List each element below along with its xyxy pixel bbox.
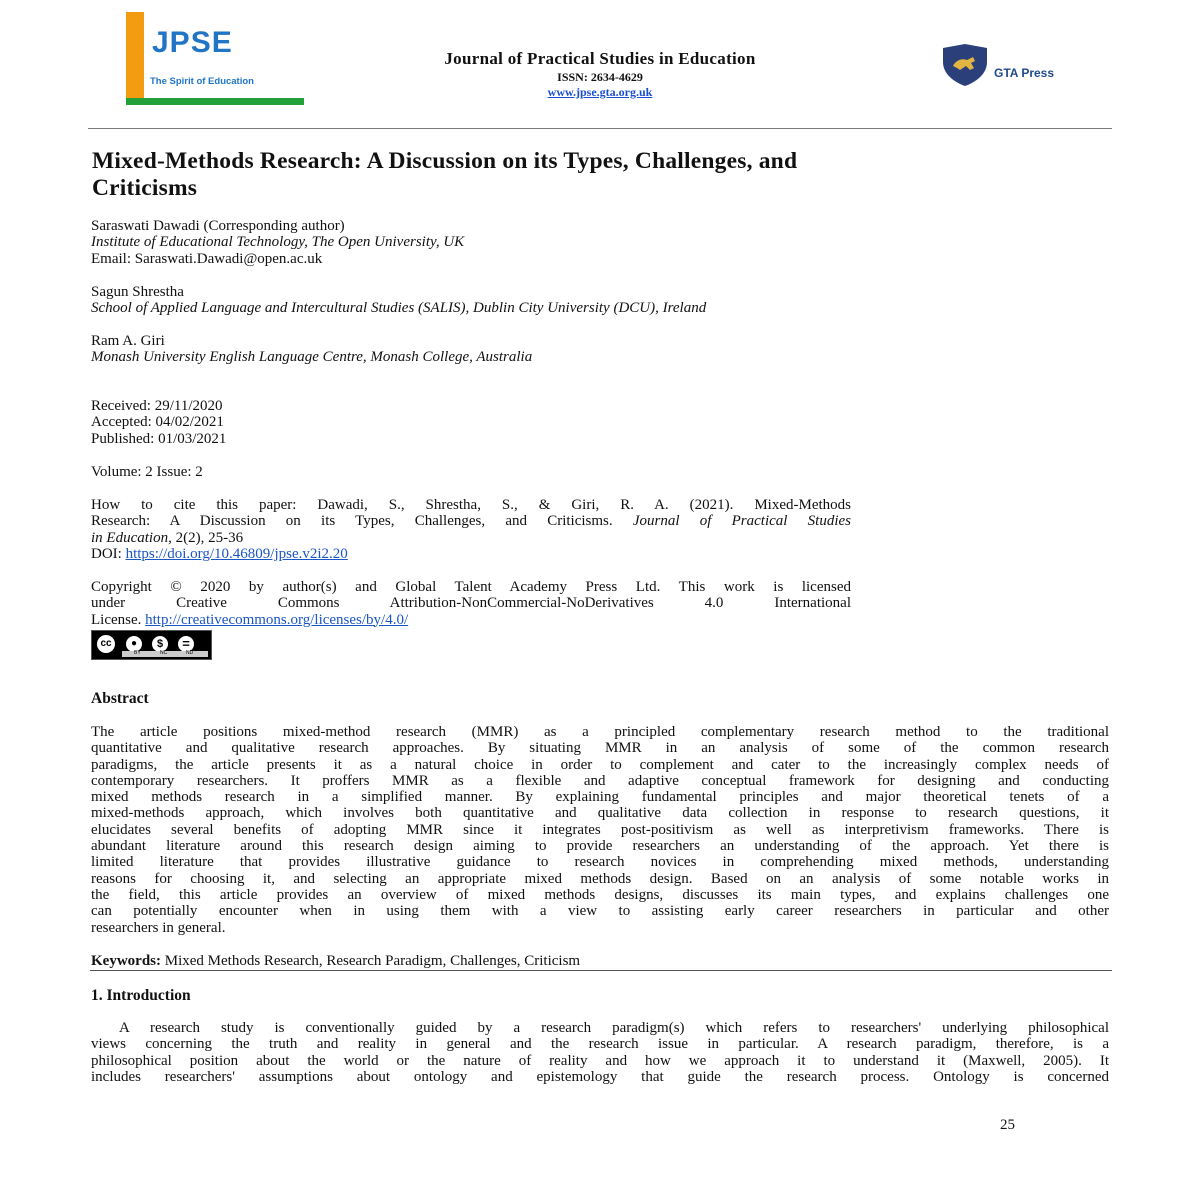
paper-title-line-2: Criticisms [92, 175, 198, 201]
abstract-line: quantitative and qualitative research approaches. By situating MMR in an analysis of some of the common research [91, 740, 1109, 757]
intro-line: views concerning the truth and reality in general and the research issue in particular. A research paradigm, therefore, is a [91, 1036, 1109, 1053]
citation-line-1: How to cite this paper: Dawadi, S., Shrestha, S., & Giri, R. A. (2021). Mixed-Methods [91, 497, 851, 513]
jpse-tagline: The Spirit of Education [150, 76, 254, 87]
paper-title [92, 148, 1102, 202]
intro-line: philosophical position about the world or the nature of reality and how we approach it to understand it (Maxwell, 2005). It [91, 1052, 1109, 1069]
keywords-label: Keywords: [91, 953, 161, 969]
received-date: Received: 29/11/2020 [91, 398, 223, 414]
header-divider [88, 128, 1112, 129]
abstract-line: elucidates several benefits of adopting MMR since it integrates post-positivism as well as interpretivism frameworks. There is [91, 821, 1109, 838]
abstract-line: contemporary researchers. It proffers MMR as a flexible and adaptive conceptual framework for designing and conducting [91, 772, 1109, 789]
keywords-line [91, 953, 580, 970]
badge-label-nd: ND [186, 650, 194, 656]
abstract-heading: Abstract [91, 690, 149, 707]
abstract-line: mixed methods research in a simplified manner. By explaining fundamental principles and major theoretical tenets of a [91, 789, 1109, 806]
abstract-line: The article positions mixed-method research (MMR) as a principled complementary research method to the traditional [91, 724, 1109, 740]
introduction-body [91, 1020, 1109, 1085]
noderivatives-icon: = [176, 634, 196, 654]
attribution-icon: ● [124, 634, 144, 654]
copyright-line-1: Copyright © 2020 by author(s) and Global Talent Academy Press Ltd. This work is licensed [91, 579, 851, 595]
doi-link[interactable]: https://doi.org/10.46809/jpse.v2i2.20 [125, 545, 348, 562]
author-3-name: Ram A. Giri [91, 333, 165, 349]
abstract-line: mixed-methods approach, which involves both quantitative and qualitative data collection in response to research questions, it [91, 805, 1109, 822]
citation-line-3 [91, 530, 851, 546]
author-2-name: Sagun Shrestha [91, 284, 184, 300]
journal-issn: ISSN: 2634-4629 [557, 70, 643, 84]
abstract-body [91, 724, 1109, 936]
gta-shield-icon [940, 44, 990, 86]
keywords-text: Mixed Methods Research, Research Paradigm, Challenges, Criticism [164, 953, 581, 969]
journal-title: Journal of Practical Studies in Education [444, 49, 756, 68]
doi-label: DOI: [91, 545, 122, 562]
abstract-line: limited literature that provides illustrative guidance to research novices in comprehending mixed methods, understanding [91, 854, 1109, 871]
abstract-line: the field, this article provides an overview of mixed methods designs, discusses its main types, and explains challenges one [91, 886, 1109, 903]
license-link[interactable]: http://creativecommons.org/licenses/by/4.0/ [145, 611, 409, 628]
published-date: Published: 01/03/2021 [91, 431, 227, 447]
author-2-affiliation: School of Applied Language and Intercultural Studies (SALIS), Dublin City University (DCU), Ireland [91, 300, 707, 316]
cc-icon: cc [95, 633, 117, 655]
doi-line [91, 546, 851, 562]
accepted-date: Accepted: 04/02/2021 [91, 414, 224, 430]
copyright-line-2: under Creative Commons Attribution-NonCommercial-NoDerivatives 4.0 International [91, 595, 851, 612]
citation-pages: 2(2), 25-36 [175, 529, 244, 546]
logo-orange-bar [126, 12, 144, 98]
journal-header [350, 48, 850, 100]
abstract-line: paradigms, the article presents it as a natural choice in order to complement and cater to the increasingly complex needs of [91, 756, 1109, 773]
logo-green-bar [126, 98, 304, 105]
citation-journal: Journal of Practical Studies [632, 513, 851, 530]
intro-line: includes researchers' assumptions about ontology and epistemology that guide the research process. Ontology is concerned [91, 1068, 1109, 1085]
publisher-name: GTA Press [994, 66, 1055, 80]
volume-issue: Volume: 2 Issue: 2 [91, 464, 203, 480]
citation-block [91, 497, 851, 562]
author-1-affiliation: Institute of Educational Technology, The Open University, UK [91, 234, 465, 250]
jpse-logo [126, 12, 304, 105]
citation-line-2 [91, 513, 851, 529]
introduction-heading: 1. Introduction [91, 987, 191, 1004]
author-1-email[interactable]: Email: Saraswati.Dawadi@open.ac.uk [91, 251, 323, 267]
copyright-block [91, 579, 851, 628]
abstract-line: reasons for choosing it, and selecting an appropriate mixed methods design. Based on an analysis of some notable works in [91, 870, 1109, 887]
gta-press-logo [940, 44, 1080, 86]
abstract-line: researchers in general. [91, 919, 226, 936]
keywords-divider [90, 970, 1112, 971]
citation-title: Research: A Discussion on its Types, Challenges, and Criticisms. [91, 513, 613, 530]
intro-line: A research study is conventionally guided by a research paradigm(s) which refers to researchers' underlying philosophical [119, 1020, 1109, 1036]
badge-label-strip [122, 651, 208, 657]
badge-label-nc: NC [160, 650, 168, 656]
paper-title-line-1: Mixed-Methods Research: A Discussion on its Types, Challenges, and [92, 148, 798, 174]
page-number: 25 [1000, 1117, 1015, 1133]
copyright-line-3 [91, 612, 851, 628]
abstract-line: can potentially encounter when in using them with a view to assisting early career researchers in particular and other [91, 903, 1109, 920]
license-label: License. [91, 611, 142, 628]
citation-journal-cont: in Education, [91, 529, 172, 546]
journal-url-link[interactable]: www.jpse.gta.org.uk [547, 85, 653, 99]
noncommercial-icon: $ [150, 634, 170, 654]
badge-label-by: BY [134, 650, 141, 656]
cc-license-badge[interactable] [91, 630, 212, 660]
author-3-affiliation: Monash University English Language Centre, Monash College, Australia [91, 349, 533, 365]
jpse-logo-text: JPSE [152, 26, 233, 59]
author-1-name: Saraswati Dawadi (Corresponding author) [91, 218, 345, 234]
abstract-line: abundant literature around this research design aiming to provide researchers an understanding of the approach. Yet there is [91, 838, 1109, 855]
